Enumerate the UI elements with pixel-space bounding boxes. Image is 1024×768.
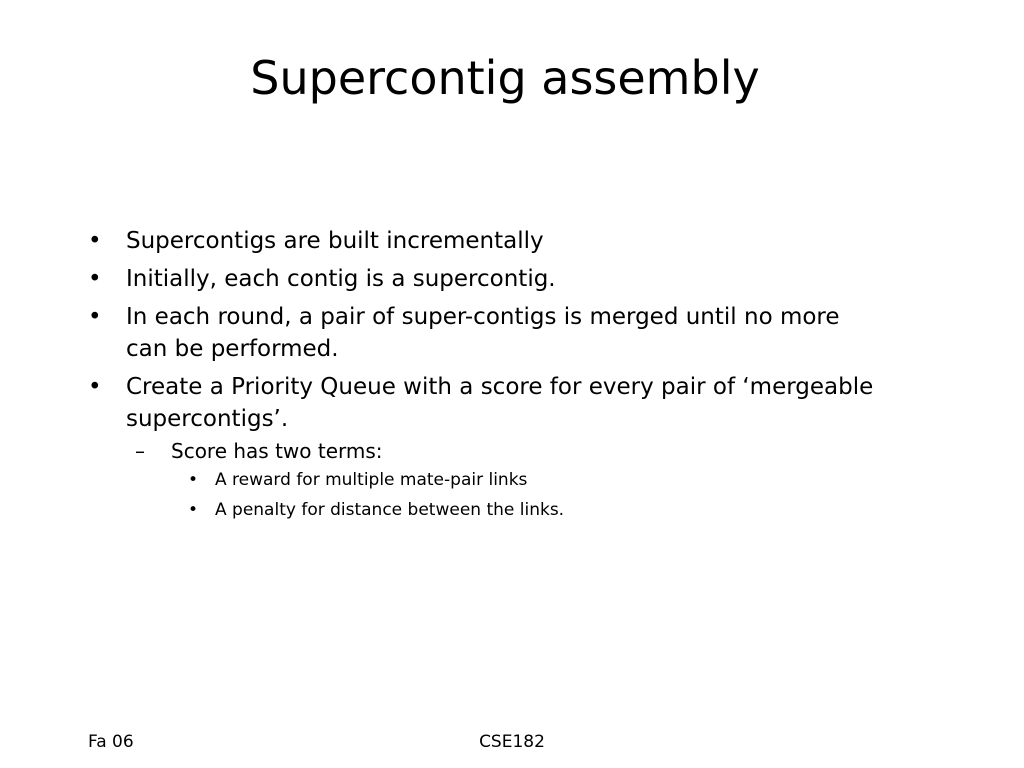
bullet-marker: • — [88, 228, 102, 254]
bullet-item — [88, 371, 888, 435]
bullet-text: In each round, a pair of super-contigs is merged until no more can be performed. — [126, 304, 840, 362]
sub-sub-bullet-marker: • — [188, 470, 199, 490]
slide-title: Supercontig assembly — [250, 51, 760, 105]
footer-course: CSE182 — [479, 732, 545, 752]
sub-sub-bullet-text: A reward for multiple mate-pair links — [215, 470, 528, 490]
bullet-item — [88, 301, 888, 365]
bullet-marker: • — [88, 374, 102, 400]
sub-sub-bullet-text: A penalty for distance between the links. — [215, 500, 565, 520]
bullet-item — [88, 225, 888, 257]
footer-date: Fa 06 — [88, 732, 134, 752]
bullet-item — [88, 263, 888, 295]
sub-sub-bullet-item — [88, 468, 888, 493]
bullet-marker: • — [88, 304, 102, 330]
sub-sub-bullet-item — [88, 498, 888, 523]
bullet-text: Supercontigs are built incrementally — [126, 228, 544, 254]
bullet-marker: • — [88, 266, 102, 292]
bullet-text: Create a Priority Queue with a score for every pair of ‘mergeable supercontigs’. — [126, 374, 874, 432]
sub-sub-bullet-marker: • — [188, 500, 199, 520]
bullet-list — [88, 225, 888, 528]
sub-bullet-item — [88, 437, 888, 465]
bullet-text: Initially, each contig is a supercontig. — [126, 266, 556, 292]
sub-bullet-text: Score has two terms: — [171, 439, 383, 463]
sub-bullet-marker: – — [135, 439, 145, 463]
